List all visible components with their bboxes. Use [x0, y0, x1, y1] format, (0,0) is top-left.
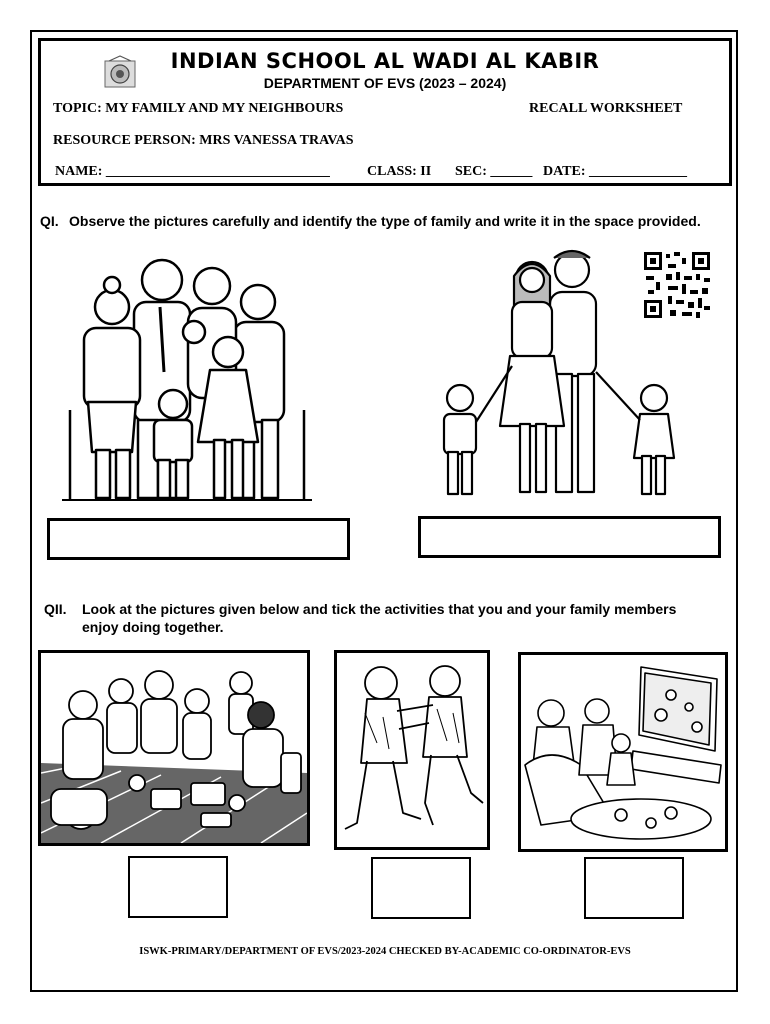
question-2-number: QII.	[44, 601, 67, 617]
question-2	[44, 600, 724, 640]
qr-code-icon	[642, 250, 712, 320]
tick-box-playing[interactable]	[371, 857, 471, 919]
question-1-number: QI.	[40, 213, 59, 229]
worksheet-type: RECALL WORKSHEET	[529, 101, 683, 116]
playing-picture	[334, 650, 490, 850]
answer-box-joint-family[interactable]	[47, 518, 350, 560]
answer-box-nuclear-family[interactable]	[418, 516, 721, 558]
topic-label: TOPIC: MY FAMILY AND MY NEIGHBOURS	[53, 101, 344, 116]
date-field[interactable]: DATE: ______________	[543, 164, 688, 179]
section-field[interactable]: SEC: ______	[455, 164, 533, 179]
question-1-text: Observe the pictures carefully and identify the type of family and write it in the space provided.	[69, 213, 701, 229]
question-2-text: Look at the pictures given below and tick the activities that you and your family members enjoy doing together.	[82, 601, 677, 635]
tick-box-picnic[interactable]	[128, 856, 228, 918]
school-name: INDIAN SCHOOL AL WADI AL KABIR	[170, 49, 600, 73]
resource-person: RESOURCE PERSON: MRS VANESSA TRAVAS	[53, 133, 354, 148]
worksheet-header	[38, 38, 732, 186]
class-field: CLASS: II	[367, 164, 432, 179]
footer: ISWK-PRIMARY/DEPARTMENT OF EVS/2023-2024 CHECKED BY-ACADEMIC CO-ORDINATOR-EVS	[139, 946, 631, 957]
tick-box-watching-tv[interactable]	[584, 857, 684, 919]
joint-family-picture	[62, 252, 312, 508]
watching-tv-picture	[518, 652, 728, 852]
name-field[interactable]: NAME: ________________________________	[55, 164, 330, 179]
department-title: DEPARTMENT OF EVS (2023 – 2024)	[263, 75, 507, 91]
picnic-picture	[38, 650, 310, 846]
